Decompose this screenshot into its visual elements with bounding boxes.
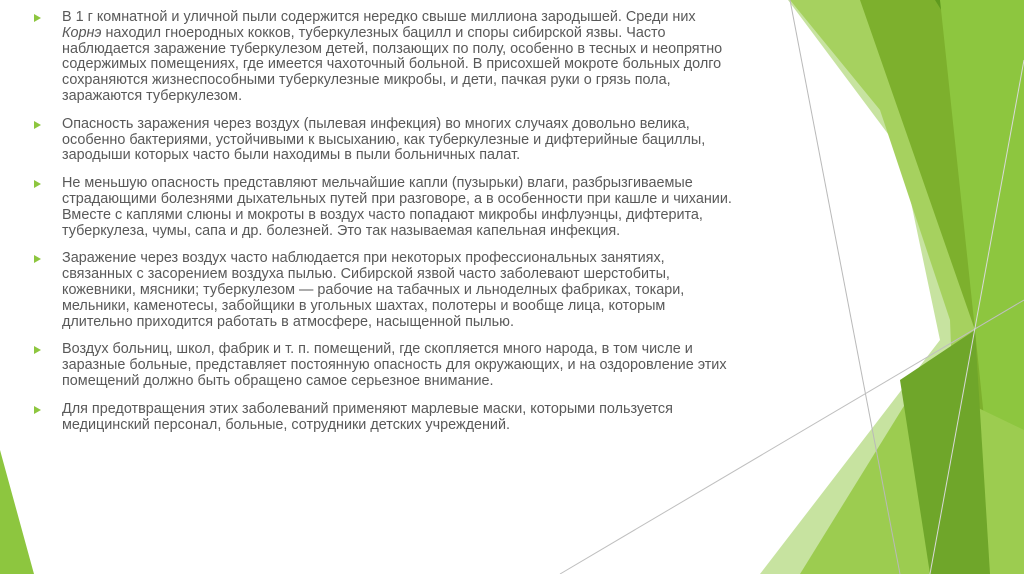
bullet-text-3: Не меньшую опасность представляют мельчайшие капли (пузырьки) влаги, разбрызгиваемые страдающими болезнями дыхательных путей при разговоре, а в особенности при кашле и чихании. Вместе с каплями слюны и мокроты в воздух часто попадают микробы инфлуэнцы, дифтерита, туберкулеза, чумы, сапа и др. болезней. Это так называемая капельная инфекция. (62, 175, 732, 239)
bullet-text-1-italic: Корнэ (62, 24, 102, 41)
triangle-bullet-icon (34, 255, 41, 263)
bullet-item-5 (32, 342, 732, 389)
triangle-bullet-icon (34, 346, 41, 354)
bullet-item-2 (32, 117, 732, 164)
triangle-bullet-icon (34, 121, 41, 129)
triangle-bullet-icon (34, 14, 41, 22)
bullet-item-3 (32, 176, 732, 239)
bullet-text-6: Для предотвращения этих заболеваний применяют марлевые маски, которыми пользуется медицинский персонал, больные, сотрудники детских учреждений. (62, 400, 673, 433)
bullet-text-1-end: находил гноеродных кокков, туберкулезных бацилл и споры сибирской язвы. Часто наблюдается заражение туберкулезом детей, ползающих по полу, особенно в тесных и неопрятно содержимых помещениях, где имеется чахоточный больной. В присохшей мокроте больных долго сохраняются жизнеспособными туберкулезные микробы, и дети, пачкая руки о грязь пола, заражаются туберкулезом. (62, 24, 723, 104)
triangle-bullet-icon (34, 180, 41, 188)
bullet-list (32, 10, 732, 445)
bullet-text-5: Воздух больниц, школ, фабрик и т. п. помещений, где скопляется много народа, в том числе и заразные больные, представляет постоянную опасность для окружающих, и на оздоровление этих помещений должно быть обращено самое серьезное внимание. (62, 341, 727, 389)
bullet-text-1-start: В 1 г комнатной и уличной пыли содержится нередко свыше миллиона зародышей. Среди них (62, 9, 696, 25)
bullet-item-1 (32, 10, 732, 105)
left-green-wedge (0, 0, 34, 574)
bullet-item-6 (32, 402, 732, 434)
bullet-text-2: Опасность заражения через воздух (пылевая инфекция) во многих случаях довольно велика, особенно бактериями, устойчивыми к высыханию, как туберкулезные и дифтерийные бациллы, зародыши которых часто были находимы в пыли больничных палат. (62, 115, 706, 164)
triangle-bullet-icon (34, 406, 41, 414)
bullet-text-4: Заражение через воздух часто наблюдается при некоторых профессиональных занятиях, связанных с засорением воздуха пылью. Сибирской язвой часто заболевают шерстобиты, кожевники, мясники; туберкулезом — рабочие на табачных и льноделных фабриках, токари, мельники, каменотесы, забойщики в угольных шахтах, полотеры и вообще лица, которым длительно приходится работать в атмосфере, насыщенной пылью. (62, 250, 685, 330)
bullet-item-4 (32, 251, 732, 330)
